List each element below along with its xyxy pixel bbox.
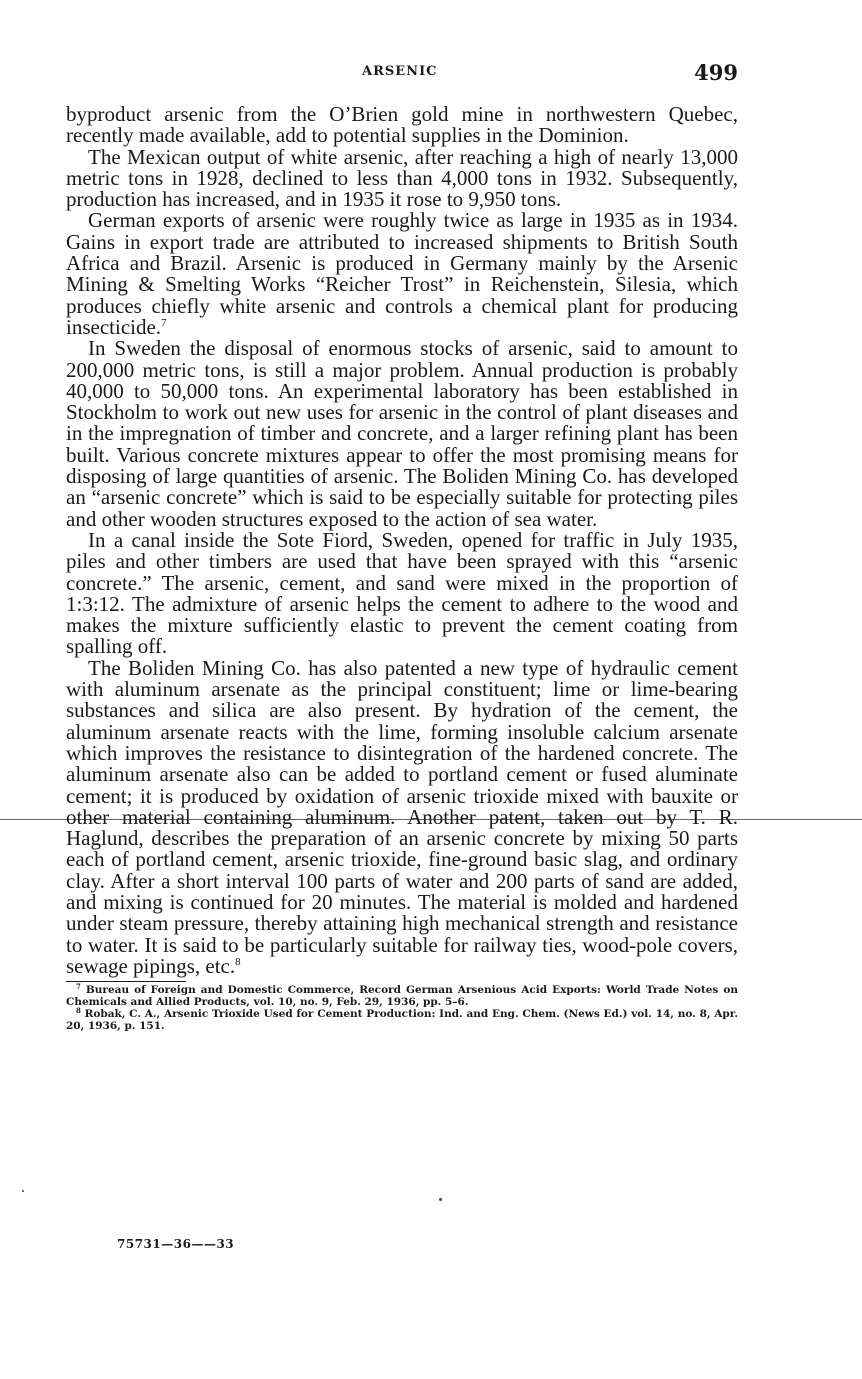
footnote-rule <box>66 981 186 982</box>
paragraph-text: German exports of arsenic were roughly twice as large in 1935 as in 1934. Gains in export trade are attributed to increased shipments to British South Africa and Brazil. Arsenic is produced in Germany mainly by the Arsenic Mining & Smelting Works “Reicher Trost” in Reichenstein, Silesia, which produces chiefly white arsenic and controls a chemical plant for producing insecticide. <box>66 208 738 339</box>
footnote-ref: 7 <box>161 316 167 329</box>
document-page <box>66 58 738 1032</box>
paragraph-text: byproduct arsenic from the O’Brien gold mine in northwestern Quebec, recently made available, add to potential supplies in the Dominion. <box>66 102 738 148</box>
paragraph <box>66 104 738 147</box>
footnote-marker: 8 <box>76 1006 81 1016</box>
paragraph <box>66 144 738 212</box>
paragraph <box>66 210 738 338</box>
footnote-text: Robak, C. A., Arsenic Trioxide Used for Cement Production: Ind. and Eng. Chem. (News Ed.) vol. 14, no. 8, Apr. 20, 1936, p. 151. <box>66 1008 738 1033</box>
scan-speck <box>439 1198 442 1201</box>
paragraph-text: In Sweden the disposal of enormous stocks of arsenic, said to amount to 200,000 metric tons, is still a major problem. Annual production is probably 40,000 to 50,000 tons. An experimental laboratory has been established in Stockholm to work out new uses for arsenic in the control of plant diseases and in the impregnation of timber and concrete, and a larger refining plant has been built. Various concrete mixtures appear to offer the most promising means for disposing of large quantities of arsenic. The Boliden Mining Co. has developed an “arsenic concrete” which is said to be especially suitable for protecting piles and other wooden structures exposed to the action of sea water. <box>66 336 738 531</box>
running-head: ARSENIC <box>362 64 438 79</box>
footnote <box>66 1008 738 1032</box>
paragraph <box>66 527 738 659</box>
footnote-ref: 8 <box>235 955 241 968</box>
paragraph <box>66 338 738 530</box>
footnote <box>66 984 738 1008</box>
page-number: 499 <box>694 60 738 85</box>
footnote-text: Bureau of Foreign and Domestic Commerce, Record German Arsenious Acid Exports: World Trade Notes on Chemicals and Allied Products, vol. 10, no. 9, Feb. 29, 1936, pp. 5–6. <box>66 984 738 1009</box>
paragraph <box>66 655 738 978</box>
paragraph-text: The Mexican output of white arsenic, after reaching a high of nearly 13,000 metric tons in 1928, declined to less than 4,000 tons in 1932. Subsequently, production has increased, and in 1935 it rose to 9,950 tons. <box>66 144 738 212</box>
scan-speck <box>22 1190 24 1192</box>
page-header <box>66 58 738 90</box>
print-code: 75731—36——33 <box>117 1237 235 1251</box>
body-text <box>66 104 738 977</box>
paragraph-text: The Boliden Mining Co. has also patented a new type of hydraulic cement with aluminum arsenate as the principal constituent; lime or lime-bearing substances and silica are also present. By hydration of the cement, the aluminum arsenate reacts with the lime, forming insoluble calcium arsenate which improves the resistance to disintegration of the hardened concrete. The aluminum arsenate also can be added to portland cement or fused aluminate cement; it is produced by oxidation of arsenic trioxide mixed with bauxite or other material containing aluminum. Another patent, taken out by T. R. Haglund, describes the preparation of an arsenic concrete by mixing 50 parts each of portland cement, arsenic trioxide, fine-ground basic slag, and ordinary clay. After a short interval 100 parts of water and 200 parts of sand are added, and mixing is continued for 20 minutes. The material is molded and hardened under steam pressure, thereby attaining high mechanical strength and resistance to water. It is said to be particularly suitable for railway ties, wood-pole covers, sewage pipings, etc. <box>66 655 738 978</box>
paragraph-text: In a canal inside the Sote Fiord, Sweden, opened for traffic in July 1935, piles and other timbers are used that have been sprayed with this “arsenic concrete.” The arsenic, cement, and sand were mixed in the proportion of 1:3:12. The admixture of arsenic helps the cement to adhere to the wood and makes the mixture sufficiently elastic to prevent the cement coating from spalling off. <box>66 527 738 659</box>
footnote-marker: 7 <box>76 982 81 992</box>
footnotes <box>66 984 738 1032</box>
